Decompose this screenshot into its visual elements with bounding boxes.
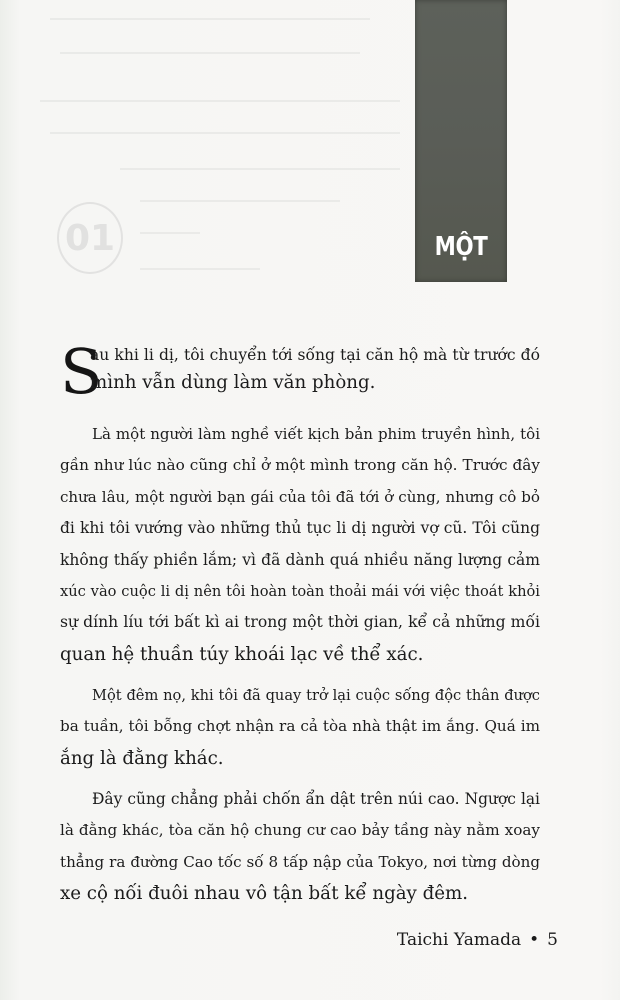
paragraph-4: [60, 784, 540, 910]
text-line: ắng là đằng khác.: [60, 747, 224, 769]
text-line: mình vẫn dùng làm văn phòng.: [90, 372, 376, 393]
text-line: chưa lâu, một người bạn gái của tôi đã tới ở cùng, nhưng cô bỏ: [60, 487, 540, 506]
footer-separator: •: [529, 930, 540, 950]
chapter-number-text: 01: [64, 218, 116, 259]
running-footer: [397, 930, 558, 950]
text-line: quan hệ thuần túy khoái lạc về thể xác.: [60, 643, 424, 665]
text-line: thẳng ra đường Cao tốc số 8 tấp nập của Tokyo, nơi từng dòng: [60, 852, 540, 871]
text-line: ba tuần, tôi bỗng chợt nhận ra cả tòa nhà thật im ắng. Quá im: [60, 717, 540, 736]
text-line: Là một người làm nghề viết kịch bản phim truyền hình, tôi: [92, 425, 540, 443]
text-line: xe cộ nối đuôi nhau vô tận bất kể ngày đêm.: [60, 883, 469, 905]
text-line: Một đêm nọ, khi tôi đã quay trở lại cuộc sống độc thân được: [92, 687, 540, 704]
text-line: không thấy phiền lắm; vì đã dành quá nhiều năng lượng cảm: [60, 550, 540, 569]
chapter-band: [415, 0, 507, 282]
text-line: đi khi tôi vướng vào những thủ tục li dị người vợ cũ. Tôi cũng: [60, 519, 540, 538]
paragraph-3: [60, 680, 540, 774]
chapter-number-emblem: [57, 202, 123, 274]
drop-cap: S: [60, 335, 103, 408]
paragraph-2: [60, 419, 540, 670]
chapter-title: MỘT: [434, 232, 488, 262]
text-line: xúc vào cuộc li dị nên tôi hoàn toàn thoải mái với việc thoát khỏi: [60, 582, 540, 600]
text-line: Đây cũng chẳng phải chốn ẩn dật trên núi cao. Ngược lại: [92, 790, 540, 808]
text-line: gần như lúc nào cũng chỉ ở một mình trong căn hộ. Trước đây: [60, 456, 540, 475]
text-line: sự dính líu tới bất kì ai trong một thời gian, kể cả những mối: [60, 613, 540, 632]
author-name: Taichi Yamada: [396, 930, 522, 950]
page-number: 5: [547, 930, 558, 950]
text-line: là đằng khác, tòa căn hộ chung cư cao bảy tầng này nằm xoay: [60, 821, 540, 840]
text-line: au khi li dị, tôi chuyển tới sống tại căn hộ mà từ trước đó: [90, 346, 540, 364]
